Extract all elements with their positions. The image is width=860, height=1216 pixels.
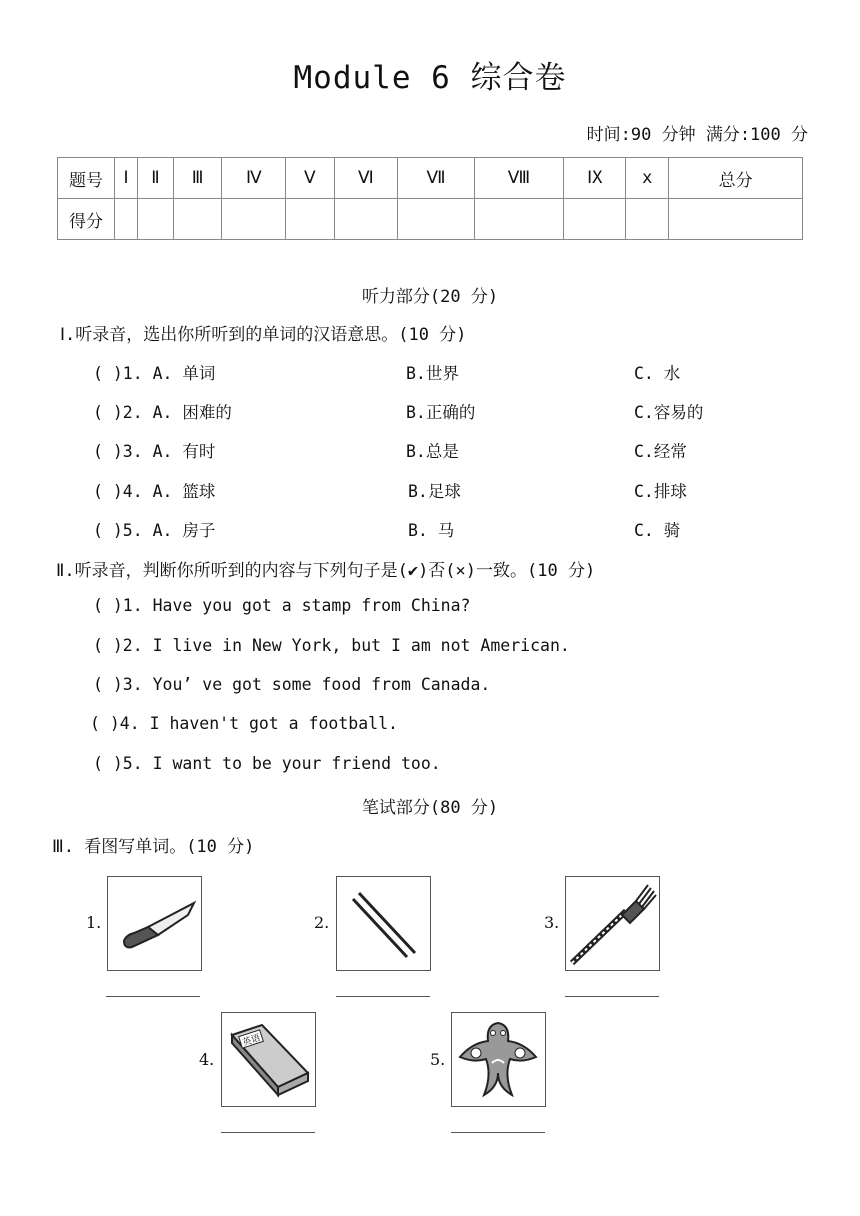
score-header-cell: Ⅲ [173,158,222,199]
part1-question: ( )1. A. 单词 [93,364,216,383]
part2-title: Ⅱ.听录音，判断你所听到的内容与下列句子是(✔)否(×)一致。(10 分) [56,561,596,581]
part2-statement: ( )3. You’ ve got some food from Canada. [93,675,491,694]
score-table-score-row [58,199,803,240]
score-header-cell: Ⅶ [398,158,475,199]
listening-section-title: 听力部分(20 分) [361,287,499,307]
part1-option-c: C. 骑 [634,521,681,540]
part2-statement: ( )4. I haven't got a football. [90,714,398,733]
written-section-title: 笔试部分(80 分) [361,798,499,818]
score-header-cell: Ⅱ [137,158,173,199]
picture-number: 3. [544,913,560,932]
score-header-cell: x [626,158,669,199]
picture-number: 1. [86,913,102,932]
chopsticks-picture [336,876,431,971]
chopsticks-icon [337,877,430,970]
fork-icon [566,877,659,970]
score-header-cell: Ⅴ [286,158,334,199]
score-header-cell: 总分 [669,158,803,199]
score-table-header-row [58,158,803,199]
answer-line-5[interactable] [451,1132,545,1133]
part1-question: ( )3. A. 有时 [93,442,216,461]
score-header-cell: Ⅵ [334,158,398,199]
score-cell[interactable] [286,199,334,240]
score-header-cell: Ⅰ [115,158,138,199]
kite-picture [451,1012,546,1107]
part2-statement: ( )5. I want to be your friend too. [93,754,441,773]
score-cell[interactable] [173,199,222,240]
exam-meta: 时间:90 分钟 满分:100 分 [586,125,808,145]
part3-title: Ⅲ. 看图写单词。(10 分) [52,837,255,857]
answer-line-1[interactable] [106,996,200,997]
picture-number: 2. [314,913,330,932]
score-cell[interactable] [626,199,669,240]
answer-line-4[interactable] [221,1132,315,1133]
score-cell[interactable] [137,199,173,240]
part2-statement: ( )1. Have you got a stamp from China? [93,596,471,615]
part1-question: ( )4. A. 篮球 [93,482,216,501]
english-book-icon [222,1013,315,1106]
part2-statement: ( )2. I live in New York, but I am not American. [93,636,570,655]
score-cell[interactable] [474,199,563,240]
score-cell[interactable] [398,199,475,240]
part1-option-b: B.世界 [406,364,459,383]
part1-title: Ⅰ.听录音，选出你所听到的单词的汉语意思。(10 分) [60,325,467,345]
score-header-cell: 题号 [58,158,115,199]
score-header-cell: Ⅷ [474,158,563,199]
part1-option-b: B.足球 [408,482,461,501]
score-cell[interactable] [115,199,138,240]
answer-line-3[interactable] [565,996,659,997]
part1-option-c: C. 水 [634,364,681,383]
page-title: Module 6 综合卷 [293,60,567,96]
score-header-cell: ⅠX [564,158,626,199]
picture-number: 4. [199,1050,215,1069]
score-header-cell: Ⅳ [222,158,286,199]
part1-option-c: C.容易的 [634,403,704,422]
score-cell[interactable] [564,199,626,240]
knife-icon [108,877,201,970]
score-cell[interactable] [222,199,286,240]
answer-line-2[interactable] [336,996,430,997]
part1-option-c: C.排球 [634,482,687,501]
part1-option-b: B. 马 [408,521,455,540]
score-table [57,157,803,240]
part1-question: ( )2. A. 困难的 [93,403,232,422]
score-cell[interactable] [334,199,398,240]
knife-picture [107,876,202,971]
part1-question: ( )5. A. 房子 [93,521,216,540]
part1-option-c: C.经常 [634,442,687,461]
book-label: 英语 [241,1033,262,1049]
picture-number: 5. [430,1050,446,1069]
kite-icon [452,1013,545,1106]
part1-option-b: B.总是 [406,442,459,461]
book-picture [221,1012,316,1107]
score-cell[interactable] [669,199,803,240]
fork-picture [565,876,660,971]
part1-option-b: B.正确的 [406,403,476,422]
score-row-label: 得分 [58,199,115,240]
